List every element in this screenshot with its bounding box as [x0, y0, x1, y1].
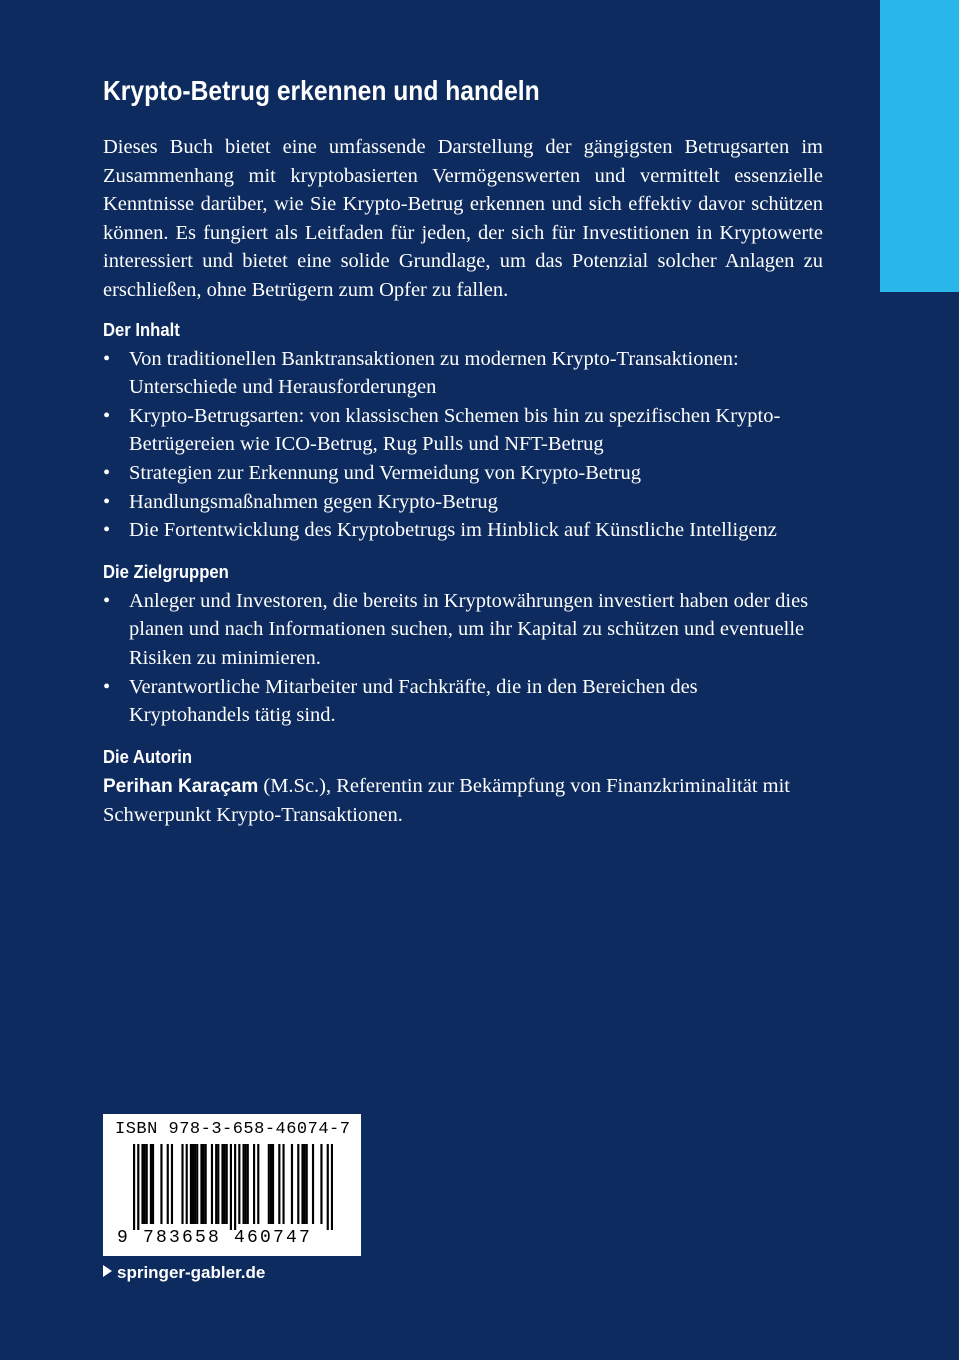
barcode-bar: [221, 1144, 223, 1224]
barcode-bar: [331, 1144, 333, 1230]
barcode-bar: [167, 1144, 169, 1224]
barcode-bar: [215, 1144, 217, 1224]
barcode-bar: [146, 1144, 148, 1224]
barcode-bar: [301, 1144, 303, 1224]
list-item: • Von traditionellen Banktransaktionen zu modernen Krypto-Transaktionen: Unterschiede und Herausforderungen: [103, 345, 823, 402]
barcode-bar: [133, 1144, 135, 1230]
barcode-bar: [137, 1144, 139, 1230]
section-heading-autorin: Die Autorin: [103, 745, 193, 767]
barcode-bar: [320, 1144, 322, 1224]
barcode-bar: [150, 1144, 152, 1224]
bullet-icon: •: [103, 404, 111, 427]
barcode-bar: [312, 1144, 314, 1224]
list-item: • Anleger und Investoren, die bereits in Kryptowährungen investiert haben oder dies planen und nach Informationen suchen, um ihr Kapital zu schützen und eventuelle Risiken zu minimieren.: [103, 587, 823, 673]
bullet-icon: •: [103, 519, 111, 542]
barcode-bar: [257, 1144, 259, 1224]
list-item: • Strategien zur Erkennung und Vermeidung von Krypto-Betrug: [103, 459, 823, 488]
isbn-digits: 9 783658 460747: [117, 1228, 313, 1248]
barcode-bar: [272, 1144, 274, 1224]
author-name: Perihan Karaçam: [103, 775, 259, 797]
zielgruppen-list: [103, 587, 823, 730]
barcode-bar: [245, 1144, 247, 1224]
section-heading-zielgruppen: Die Zielgruppen: [103, 560, 229, 582]
barcode-bar: [217, 1144, 219, 1224]
barcode-bar: [205, 1144, 207, 1224]
barcode-bar: [297, 1144, 299, 1224]
barcode-bar: [171, 1144, 173, 1224]
section-heading-inhalt: Der Inhalt: [103, 318, 180, 340]
barcode-bar: [181, 1144, 183, 1224]
barcode-bar: [190, 1144, 192, 1224]
website-label: springer-gabler.de: [117, 1263, 266, 1282]
barcode-bar: [268, 1144, 270, 1224]
barcode-bar: [242, 1144, 244, 1224]
barcode-bar: [152, 1144, 154, 1224]
barcode-bar: [282, 1144, 284, 1224]
barcode-bar: [226, 1144, 228, 1224]
back-cover-content: [103, 70, 823, 830]
book-title: Krypto-Betrug erkennen und handeln: [103, 75, 540, 106]
bullet-icon: •: [103, 675, 111, 698]
barcode-bar: [224, 1144, 226, 1224]
barcode-bar: [192, 1144, 194, 1224]
bullet-icon: •: [103, 347, 111, 370]
author-description: (M.Sc.), Referentin zur Bekämpfung von Finanzkriminalität mit Schwerpunkt Krypto-Transaktionen.: [103, 774, 790, 827]
barcode-bar: [141, 1144, 143, 1224]
barcode-bar: [306, 1144, 308, 1224]
barcode-bar: [238, 1144, 240, 1224]
isbn-label: ISBN 978-3-658-46074-7: [115, 1120, 351, 1139]
barcode-bar: [186, 1144, 188, 1224]
list-item: • Verantwortliche Mitarbeiter und Fachkräfte, die in den Bereichen des Kryptohandels tätig sind.: [103, 673, 823, 730]
barcode-bar: [194, 1144, 196, 1224]
author-bio: [103, 772, 823, 830]
bullet-icon: •: [103, 589, 111, 612]
bullet-icon: •: [103, 461, 111, 484]
barcode-bar: [202, 1144, 204, 1224]
barcode-bar: [211, 1144, 213, 1224]
barcode-bar: [253, 1144, 255, 1224]
isbn-barcode: [103, 1114, 361, 1256]
list-item: • Krypto-Betrugsarten: von klassischen Schemen bis hin zu spezifischen Krypto-Betrügereien wie ICO-Betrug, Rug Pulls und NFT-Betrug: [103, 402, 823, 459]
publisher-website[interactable]: [103, 1262, 265, 1284]
list-item: • Handlungsmaßnahmen gegen Krypto-Betrug: [103, 488, 823, 517]
barcode-bar: [291, 1144, 293, 1224]
barcode-bar: [304, 1144, 306, 1224]
arrow-right-icon: [103, 1265, 112, 1277]
accent-bar: [880, 0, 959, 292]
barcode-bar: [278, 1144, 280, 1224]
bullet-icon: •: [103, 490, 111, 513]
barcode-bar: [247, 1144, 249, 1224]
barcode-bar: [270, 1144, 272, 1224]
barcode-bar: [196, 1144, 198, 1224]
barcode-bars: [133, 1144, 333, 1230]
barcode-bar: [200, 1144, 202, 1224]
list-item: • Die Fortentwicklung des Kryptobetrugs im Hinblick auf Künstliche Intelligenz: [103, 516, 823, 545]
barcode-bar: [230, 1144, 232, 1230]
intro-paragraph: Dieses Buch bietet eine umfassende Darstellung der gängigsten Betrugsarten im Zusammenhang mit kryptobasierten Vermögenswerten und vermittelt essenzielle Kenntnisse darüber, wie Sie Krypto-Betrug erkennen und sich effektiv davor schützen können. Es fungiert als Leitfaden für jeden, der sich für Investitionen in Kryptowerte interessiert und bietet eine solide Grundlage, um das Potenzial solcher Anlagen zu erschließen, ohne Betrügern zum Opfer zu fallen.: [103, 136, 823, 301]
inhalt-list: [103, 345, 823, 545]
barcode-bar: [144, 1144, 146, 1224]
barcode-bar: [327, 1144, 329, 1230]
barcode-bar: [234, 1144, 236, 1230]
barcode-bar: [160, 1144, 162, 1224]
